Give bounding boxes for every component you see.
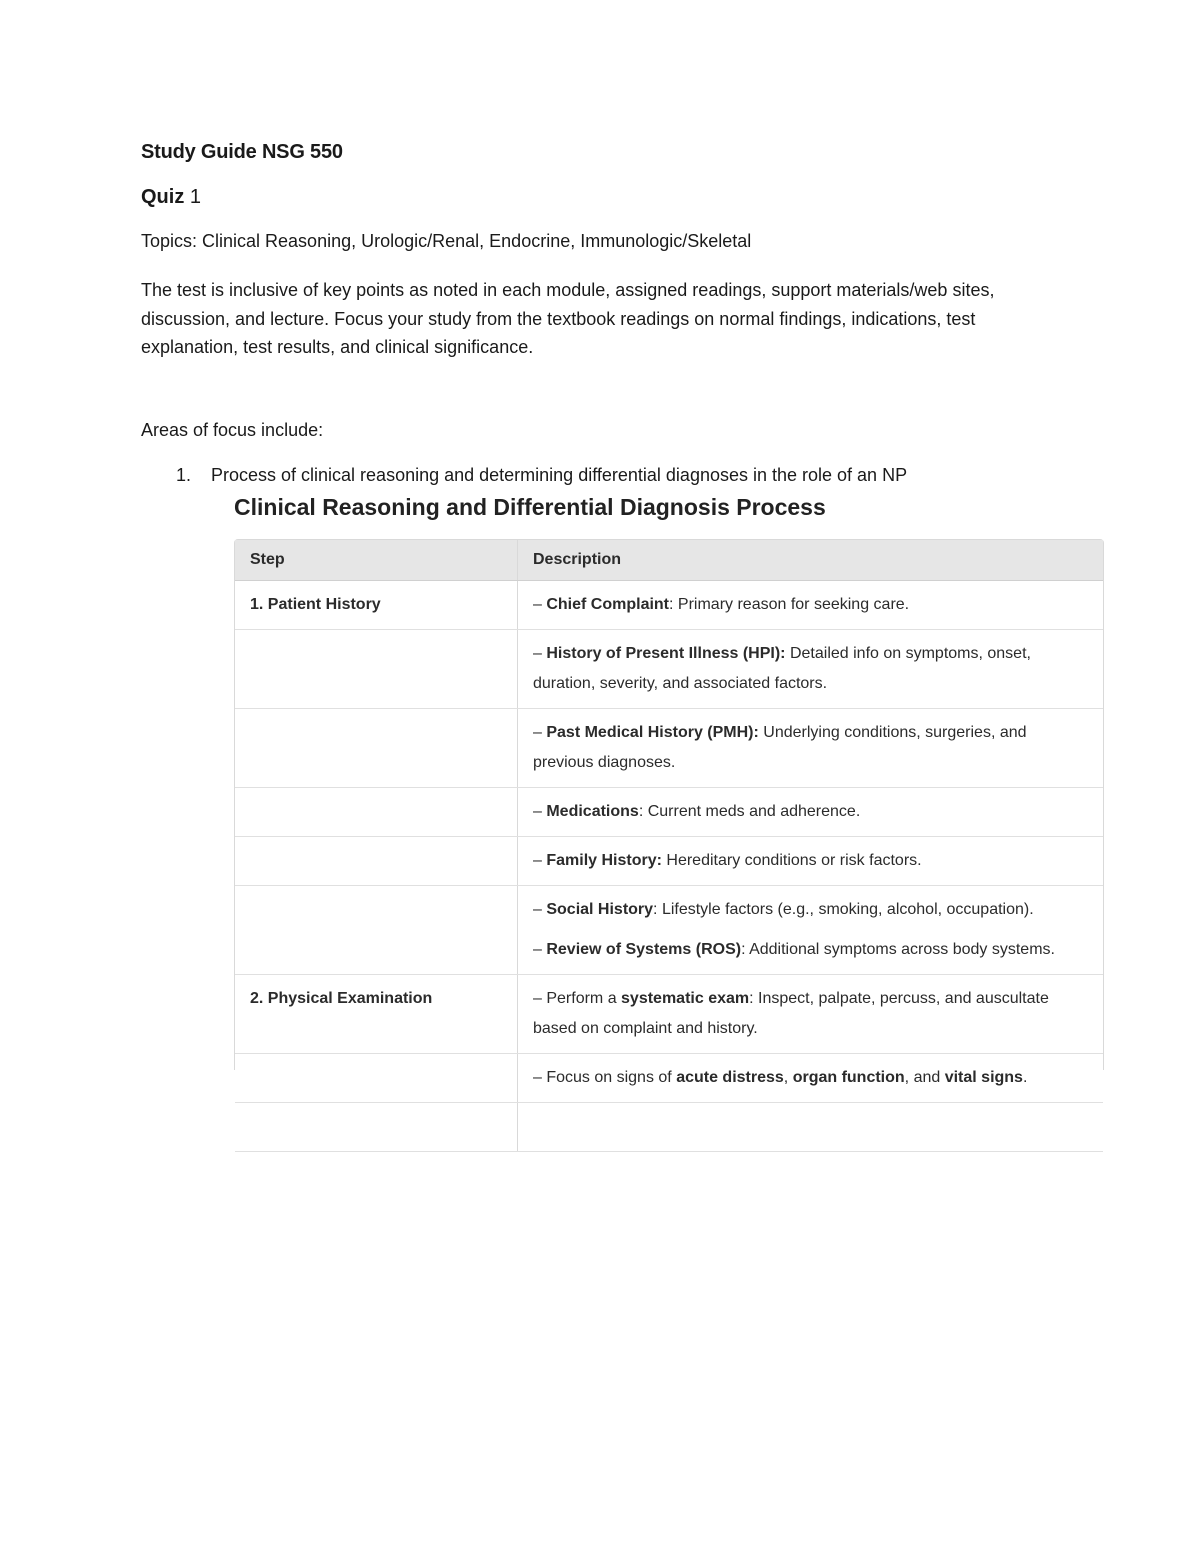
dash: – [533,803,547,820]
description-cell [518,1054,1104,1103]
step-cell [235,630,518,709]
definition: : Additional symptoms across body systems. [741,941,1055,958]
definition: : Primary reason for seeking care. [669,596,910,613]
term: Family History: [546,852,662,869]
table-row [235,1054,1103,1103]
header-step: Step [235,540,518,581]
step-cell [235,788,518,837]
dash: – [533,596,547,613]
step-cell: 1. Patient History [235,581,518,630]
table-header-row [235,540,1103,581]
quiz-heading [141,186,201,209]
term: Review of Systems (ROS) [546,941,742,958]
definition: : Lifestyle factors (e.g., smoking, alcohol, occupation). [653,901,1034,918]
definition: Detailed info on symptoms, onset, duration, severity, and associated factors. [533,645,1031,692]
term: Chief Complaint [546,596,670,613]
separator: , [783,1069,793,1086]
list-item-number: 1. [176,465,192,485]
description-cell [518,581,1104,630]
step-cell [235,886,518,975]
definition: : Inspect, palpate, percuss, and auscultate based on complaint and history. [533,990,1049,1037]
table-row [235,709,1103,788]
quiz-label: Quiz [141,186,185,208]
table-row [235,975,1103,1054]
term: acute distress [676,1069,784,1086]
description-cell [518,886,1104,975]
dash: – [533,941,547,958]
dash: – [533,990,547,1007]
description-cell [518,709,1104,788]
term: Medications [546,803,639,820]
term: organ function [792,1069,905,1086]
term: Past Medical History (PMH): [546,724,759,741]
definition: Hereditary conditions or risk factors. [661,852,922,869]
step-cell [235,709,518,788]
dash: – [533,901,547,918]
table-row-truncated [235,1103,1103,1152]
dash: – [533,645,547,662]
document-title: Study Guide NSG 550 [141,141,343,163]
header-description: Description [518,540,1104,581]
term: History of Present Illness (HPI): [546,645,786,662]
definition-prefix: Perform a [546,990,622,1007]
quiz-number: 1 [189,186,202,208]
description-cell [518,630,1104,709]
empty-cell [518,1103,1104,1152]
empty-cell [235,1103,518,1152]
term: systematic exam [621,990,750,1007]
process-table-container [234,539,1104,1086]
separator: , and [904,1069,945,1086]
list-item-text: Process of clinical reasoning and determining differential diagnoses in the role of an NP [211,465,908,485]
step-cell [235,1054,518,1103]
table-row [235,630,1103,709]
focus-heading: Areas of focus include: [141,420,324,440]
definition-end: . [1022,1069,1028,1086]
definition: : Current meds and adherence. [638,803,861,820]
dash: – [533,724,547,741]
description-cell [518,788,1104,837]
list-item [176,465,907,486]
process-table [235,540,1103,1152]
table-row [235,837,1103,886]
dash: – [533,852,547,869]
term: vital signs [944,1069,1023,1086]
table-title: Clinical Reasoning and Differential Diagnosis Process [234,494,826,520]
table-row [235,886,1103,975]
table-row [235,788,1103,837]
definition: Underlying conditions, surgeries, and previous diagnoses. [533,724,1027,771]
step-cell: 2. Physical Examination [235,975,518,1054]
step-cell [235,837,518,886]
description-cell [518,837,1104,886]
definition-prefix: Focus on signs of [546,1069,677,1086]
dash: – [533,1069,547,1086]
term: Social History [546,901,654,918]
table-row [235,581,1103,630]
topics-line: Topics: Clinical Reasoning, Urologic/Renal, Endocrine, Immunologic/Skeletal [141,231,752,251]
description-cell [518,975,1104,1054]
intro-paragraph: The test is inclusive of key points as noted in each module, assigned readings, support materials/web sites, discussion, and lecture. Focus your study from the textbook readings on normal findings, indications, test explanation, test results, and clinical significance. [141,280,995,357]
